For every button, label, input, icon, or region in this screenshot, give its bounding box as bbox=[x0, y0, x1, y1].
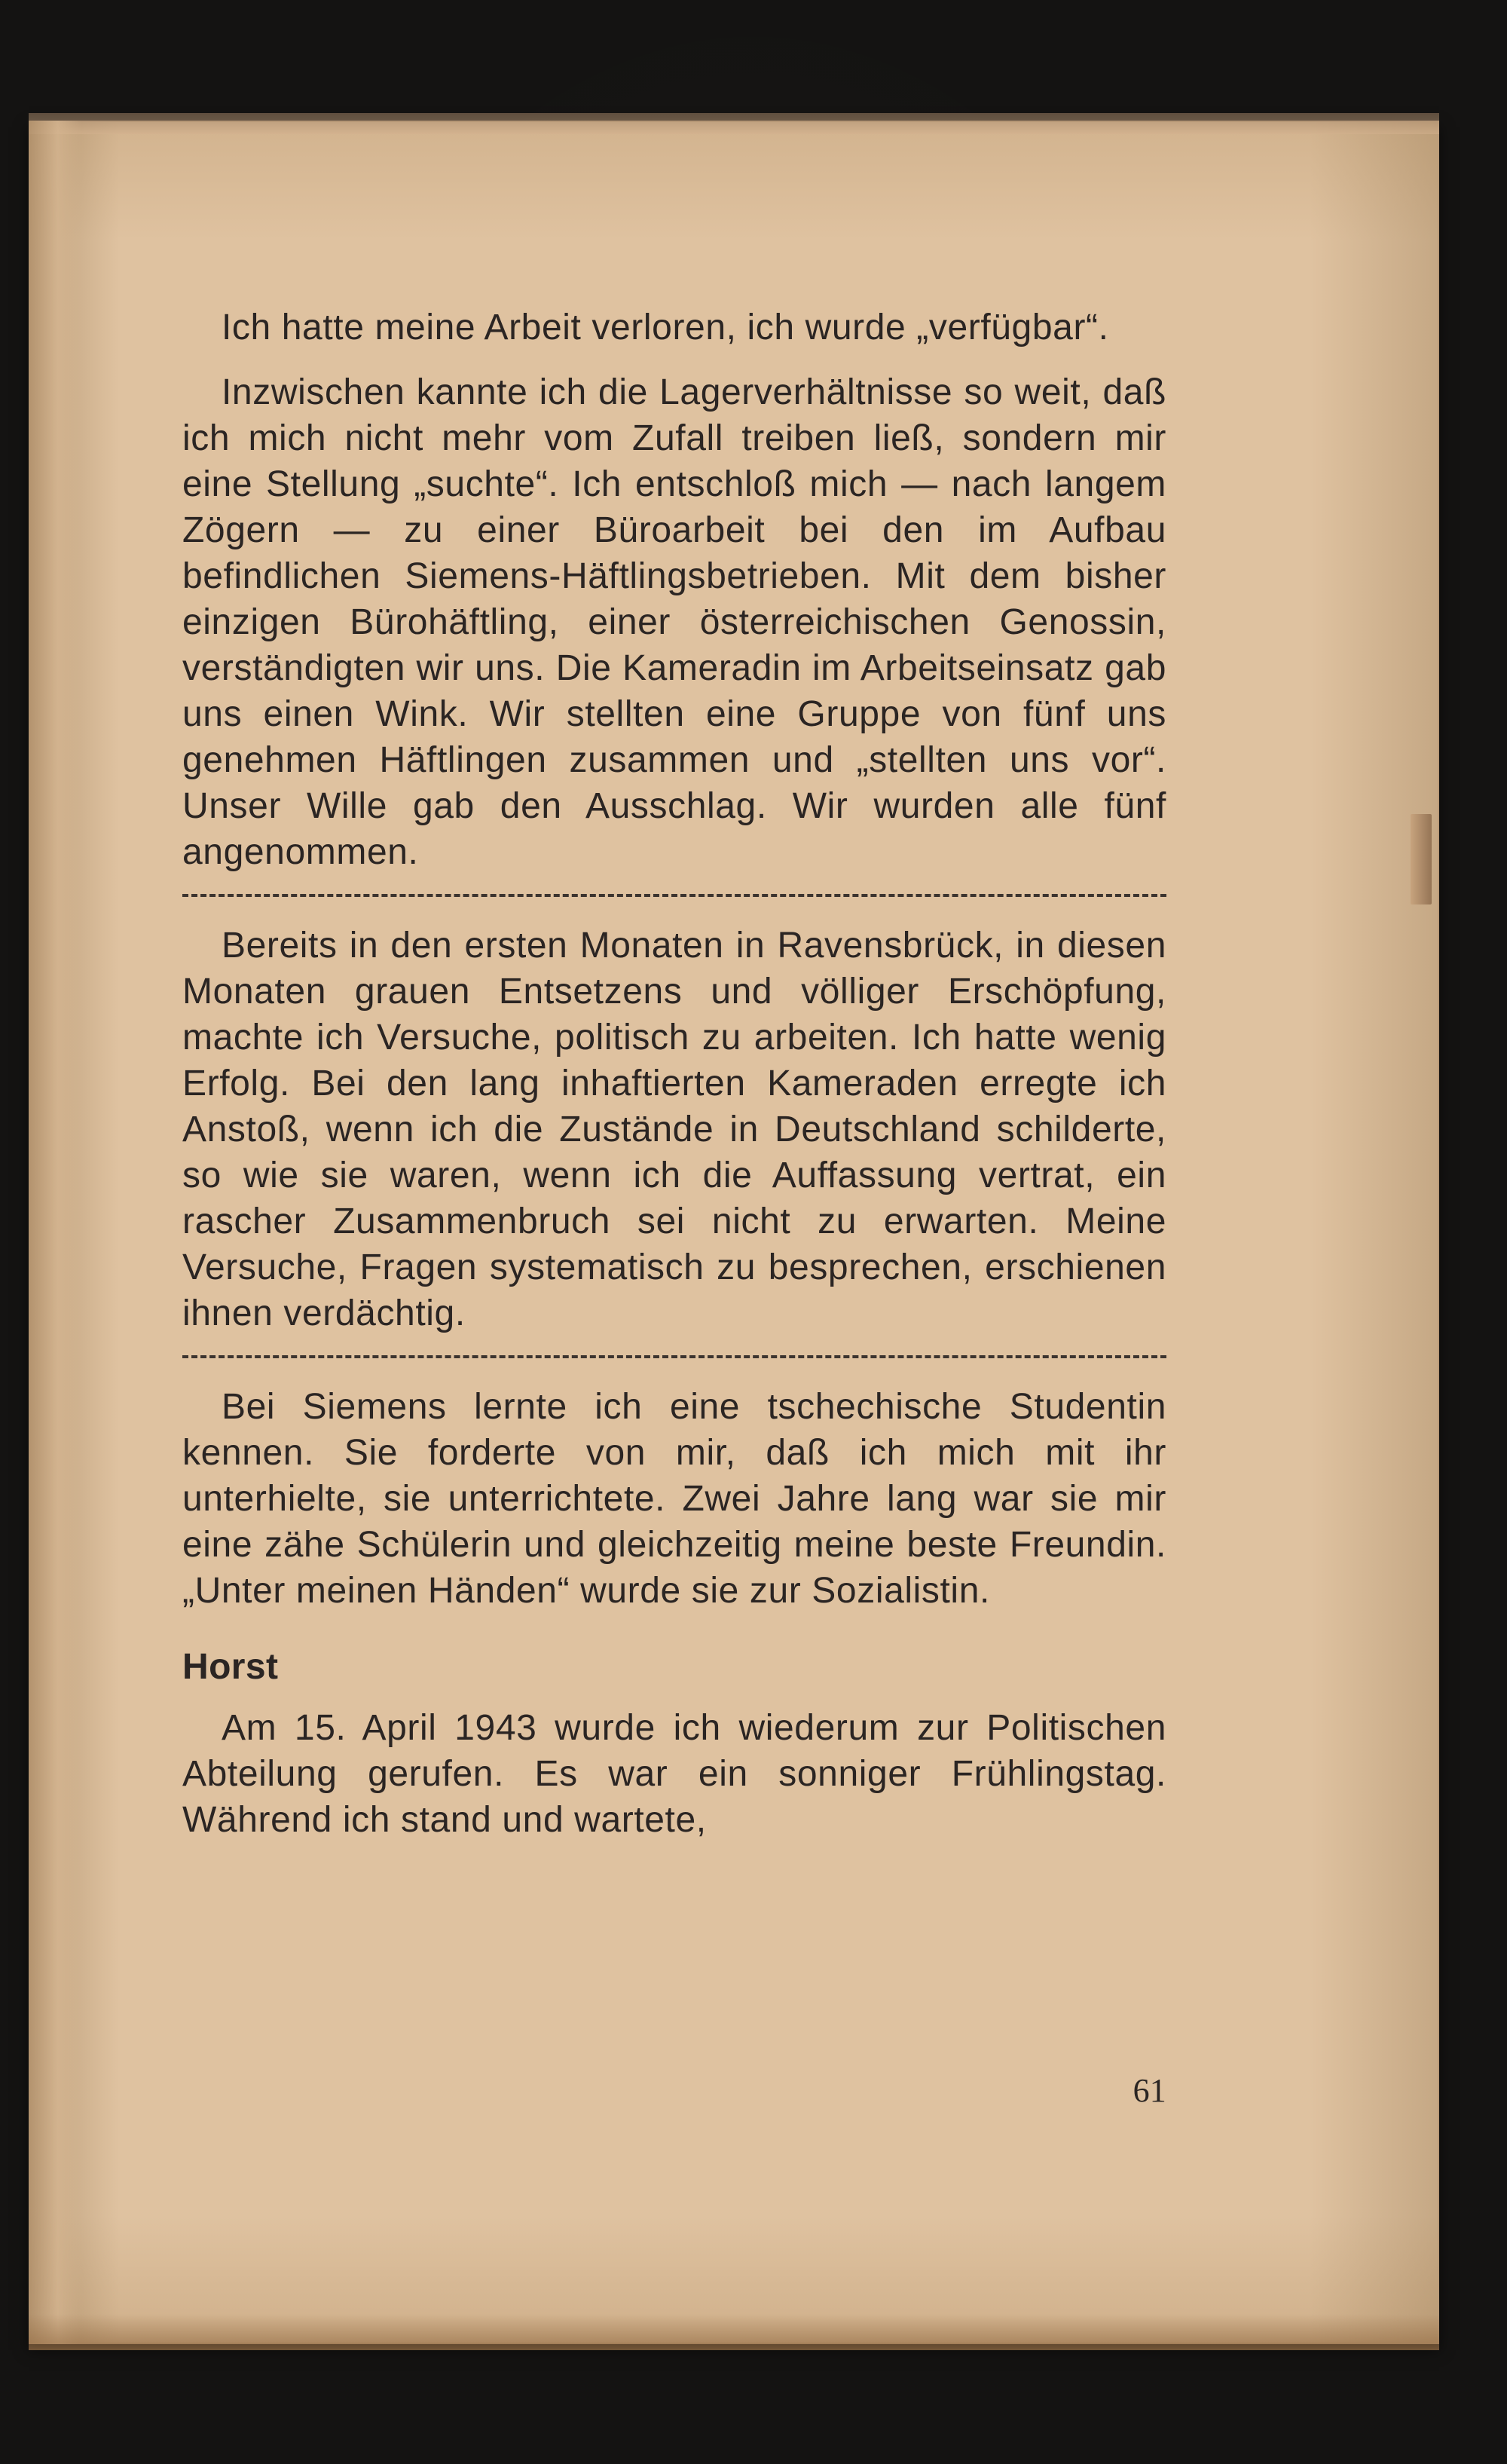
page-right-tab bbox=[1411, 814, 1432, 904]
page-bottom-edge bbox=[29, 2314, 1439, 2350]
paragraph-5: Am 15. April 1943 wurde ich wiederum zur Politischen Abteilung gerufen. Es war ein sonniger Frühlingstag. Während ich stand und wartete, bbox=[182, 1708, 1166, 1840]
paragraph-4: Bei Siemens lernte ich eine tschechische Studentin kennen. Sie forderte von mir, daß ich mich mit ihr unterhielte, sie unterrichtete. Zwei Jahre lang war sie mir eine zähe Schülerin und gleichzeitig meine beste Freundin. „Unter meinen Händen“ wurde sie zur Sozialistin. bbox=[182, 1387, 1166, 1611]
page-text bbox=[182, 305, 1166, 1862]
page-spine-shadow bbox=[29, 121, 81, 2344]
section-heading: Horst bbox=[182, 1647, 279, 1687]
section-separator bbox=[182, 1355, 1166, 1358]
paragraph-1: Ich hatte meine Arbeit verloren, ich wurde „verfügbar“. bbox=[222, 308, 1109, 347]
paragraph-2: Inzwischen kannte ich die Lagerverhältnisse so weit, daß ich mich nicht mehr vom Zufall treiben ließ, sondern mir eine Stellung „suchte“. Ich entschloß mich — nach langem Zögern — zu einer Büroarbeit bei den im Aufbau befindlichen Siemens-Häftlingsbetrieben. Mit dem bisher einzigen Bürohäftling, einer österreichischen Genossin, verständigten wir uns. Die Kameradin im Arbeitseinsatz gab uns einen Wink. Wir stellten eine Gruppe von fünf uns genehmen Häftlingen zusammen und „stellten uns vor“. Unser Wille gab den Ausschlag. Wir wurden alle fünf angenommen. bbox=[182, 372, 1166, 872]
page-top-edge bbox=[29, 113, 1439, 134]
page-number: 61 bbox=[1133, 2072, 1166, 2109]
section-separator bbox=[182, 894, 1166, 897]
paragraph-3: Bereits in den ersten Monaten in Ravensbrück, in diesen Monaten grauen Entsetzens und völliger Erschöpfung, machte ich Versuche, politisch zu arbeiten. Ich hatte wenig Erfolg. Bei den lang inhaftierten Kameraden erregte ich Anstoß, wenn ich die Zustände in Deutschland schilderte, so wie sie waren, wenn ich die Auffassung vertrat, ein rascher Zusammenbruch sei nicht zu erwarten. Meine Versuche, Fragen systematisch zu besprechen, erschienen ihnen verdächtig. bbox=[182, 926, 1166, 1333]
